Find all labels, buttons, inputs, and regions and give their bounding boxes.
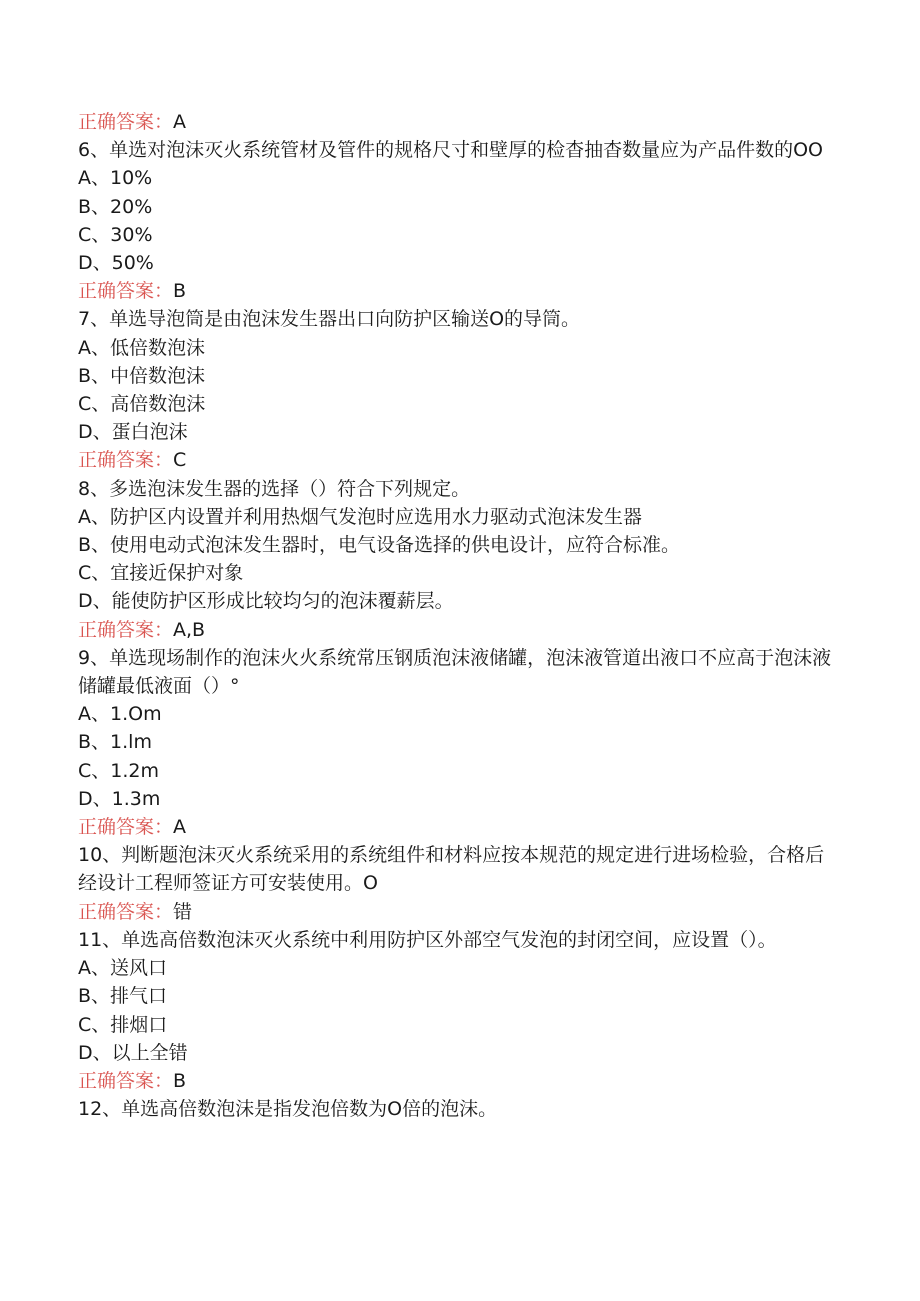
option-item: A、送风口 — [78, 957, 167, 980]
answer-label: 正确答案： — [78, 1069, 174, 1092]
answer-label: 正确答案： — [78, 816, 174, 839]
answer-label: 正确答案： — [78, 111, 174, 133]
answer-line — [78, 813, 838, 841]
option-item: C、排烟口 — [78, 1013, 168, 1036]
option-item: A、1.Om — [78, 703, 162, 726]
option-item: A、低倍数泡沫 — [78, 336, 205, 359]
option-item: B、20% — [78, 195, 153, 218]
answer-value: A — [173, 111, 187, 133]
option-item: A、10% — [78, 167, 153, 190]
answer-value: 错 — [173, 900, 193, 923]
question-text: 10、判断题泡沫灭火系统采用的系统组件和材料应按本规范的规定进行进场检验，合格后经设计工程师签证方可安装使用。O — [78, 844, 825, 895]
option-item: B、使用电动式泡沫发生器时，电气设备选择的供电设计，应符合标准。 — [78, 534, 681, 557]
answer-line — [78, 898, 838, 926]
answer-value: C — [173, 449, 187, 472]
question-text: 8、多选泡沫发生器的选择（）符合下列规定。 — [78, 477, 471, 500]
option-item: C、高倍数泡沫 — [78, 393, 206, 416]
option-item: B、中倍数泡沫 — [78, 364, 206, 387]
question-text: 9、单选现场制作的泡沫火火系统常压钢质泡沫液储罐，泡沫液管道出液口不应高于泡沫液储罐最低液面（）° — [78, 646, 832, 698]
option-item: C、30% — [78, 223, 153, 246]
option-item: D、以上全错 — [78, 1041, 188, 1064]
question-text: 7、单选导泡筒是由泡沫发生器出口向防护区输送O的导筒。 — [78, 308, 581, 331]
option-item: B、1.lm — [78, 731, 152, 754]
question-text: 11、单选高倍数泡沫灭火系统中利用防护区外部空气发泡的封闭空间，应设置（）。 — [78, 928, 777, 951]
answer-value: A,B — [173, 618, 206, 641]
option-item: D、能使防护区形成比较均匀的泡沫覆薪层。 — [78, 590, 454, 613]
answer-value: A — [173, 816, 187, 839]
option-item: B、排气口 — [78, 985, 168, 1008]
question-text: 12、单选高倍数泡沫是指发泡倍数为O倍的泡沫。 — [78, 1098, 498, 1121]
answer-line — [78, 108, 838, 136]
exam-document — [78, 108, 838, 1123]
answer-label: 正确答案： — [78, 449, 174, 472]
answer-line — [78, 1067, 838, 1095]
option-item: D、50% — [78, 252, 154, 275]
answer-line — [78, 277, 838, 305]
option-item: C、宜接近保护对象 — [78, 562, 244, 585]
answer-line — [78, 446, 838, 474]
question-text: 6、单选对泡沫灭火系统管材及管件的规格尺寸和壁厚的检杳抽杳数量应为产品件数的OO — [78, 139, 824, 162]
answer-value: B — [173, 280, 187, 303]
option-item: D、1.3m — [78, 787, 161, 810]
option-item: C、1.2m — [78, 759, 159, 782]
answer-label: 正确答案： — [78, 900, 174, 923]
answer-label: 正确答案： — [78, 280, 174, 303]
option-item: D、蛋白泡沫 — [78, 421, 188, 444]
answer-value: B — [173, 1069, 187, 1092]
option-item: A、防护区内设置并利用热烟气发泡时应选用水力驱动式泡沫发生器 — [78, 505, 642, 528]
answer-label: 正确答案： — [78, 618, 174, 641]
answer-line — [78, 616, 838, 644]
